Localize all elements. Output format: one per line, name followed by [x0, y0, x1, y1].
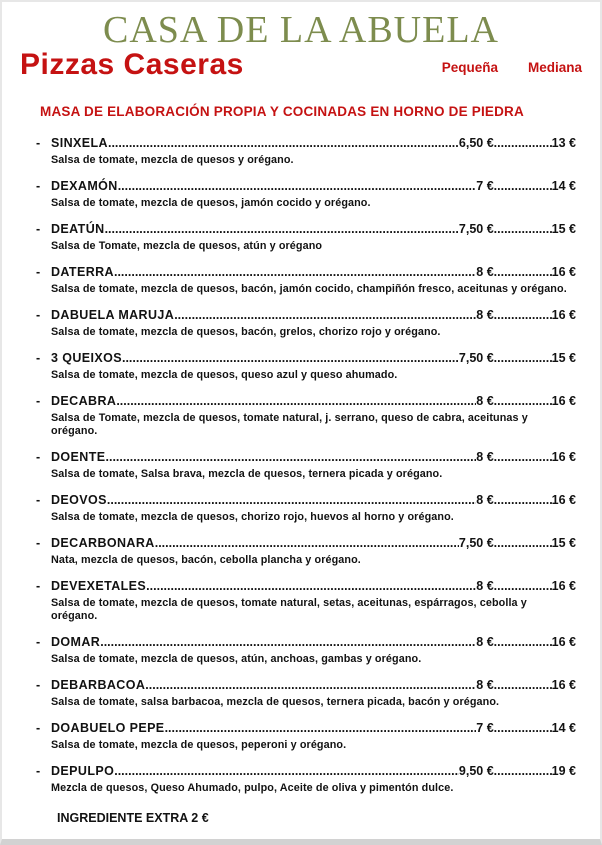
leader-dots [105, 222, 459, 237]
item-price-medium: 16 € [551, 677, 576, 692]
item-price-small: 9,50 € [458, 763, 494, 778]
item-name: DEVEXETALES [51, 578, 147, 593]
item-description: Salsa de tomate, salsa barbacoa, mezcla de quesos, ternera picada, bacón y orégano. [51, 695, 500, 708]
menu-item [36, 351, 576, 382]
size-label-small: Pequeña [441, 59, 498, 75]
menu-item [36, 635, 576, 666]
item-bullet: - [36, 634, 41, 649]
item-price-medium: 15 € [551, 221, 576, 236]
menu-item-line [36, 222, 576, 237]
item-price-medium: 16 € [551, 634, 576, 649]
item-price-medium: 15 € [551, 350, 576, 365]
menu-item-line [36, 179, 576, 194]
item-name: 3 QUEIXOS [51, 350, 122, 365]
section-heading: MASA DE ELABORACIÓN PROPIA Y COCINADAS EN HORNO DE PIEDRA [40, 103, 524, 119]
leader-dots [106, 450, 477, 465]
page-title: CASA DE LA ABUELA [103, 9, 499, 51]
menu-item-line [36, 136, 576, 151]
menu-item-line [36, 308, 576, 323]
item-description: Salsa de tomate, mezcla de quesos, atún, anchoas, gambas y orégano. [51, 652, 422, 665]
menu-item [36, 394, 576, 438]
leader-dots [165, 721, 477, 736]
item-bullet: - [36, 492, 41, 507]
menu-item [36, 222, 576, 253]
item-price-small: 7 € [476, 178, 494, 193]
menu-item [36, 136, 576, 167]
menu-item-line [36, 493, 576, 508]
item-price-small: 8 € [476, 492, 494, 507]
item-price-small: 8 € [476, 449, 494, 464]
item-price-medium: 14 € [551, 720, 576, 735]
subtitle-row [14, 47, 588, 81]
item-price-medium: 14 € [551, 178, 576, 193]
item-price-small: 8 € [476, 634, 494, 649]
menu-item [36, 450, 576, 481]
leader-dots [100, 635, 476, 650]
leader-dots [116, 394, 476, 409]
item-price-small: 8 € [476, 264, 494, 279]
menu-item [36, 764, 576, 795]
item-bullet: - [36, 449, 41, 464]
item-name: DEXAMÓN [51, 178, 118, 193]
middle-leader-dots [494, 579, 552, 594]
leader-dots [107, 493, 476, 508]
item-bullet: - [36, 393, 41, 408]
middle-leader-dots [494, 493, 552, 508]
item-bullet: - [36, 677, 41, 692]
item-description: Salsa de tomate, Salsa brava, mezcla de quesos, ternera picada y orégano. [51, 467, 443, 480]
item-name: DOENTE [51, 449, 106, 464]
middle-leader-dots [494, 222, 552, 237]
menu-item-line [36, 265, 576, 280]
leader-dots [174, 308, 476, 323]
item-price-small: 8 € [476, 307, 494, 322]
item-description: Salsa de tomate, mezcla de quesos, tomate natural, setas, aceitunas, espárragos, cebolla y orégano. [51, 596, 527, 622]
leader-dots [145, 678, 476, 693]
menu-item-line [36, 351, 576, 366]
menu-item-line [36, 579, 576, 594]
leader-dots [155, 536, 459, 551]
menu-item [36, 579, 576, 623]
middle-leader-dots [494, 536, 552, 551]
item-price-small: 8 € [476, 578, 494, 593]
item-bullet: - [36, 350, 41, 365]
middle-leader-dots [494, 136, 552, 151]
item-price-small: 8 € [476, 393, 494, 408]
item-price-small: 7 € [476, 720, 494, 735]
menu-item [36, 265, 576, 296]
item-price-small: 7,50 € [458, 535, 494, 550]
item-name: DECARBONARA [51, 535, 155, 550]
menu-item-line [36, 635, 576, 650]
item-price-small: 6,50 € [458, 135, 494, 150]
item-name: DECABRA [51, 393, 117, 408]
item-price-medium: 16 € [551, 578, 576, 593]
item-description: Salsa de tomate, mezcla de quesos, bacón, grelos, chorizo rojo y orégano. [51, 325, 441, 338]
item-price-medium: 16 € [551, 307, 576, 322]
item-name: DOABUELO PEPE [51, 720, 165, 735]
item-price-medium: 15 € [551, 535, 576, 550]
middle-leader-dots [494, 265, 552, 280]
item-name: DEOVOS [51, 492, 107, 507]
item-name: DABUELA MARUJA [51, 307, 175, 322]
size-label-medium: Mediana [527, 59, 582, 75]
leader-dots [118, 179, 477, 194]
middle-leader-dots [494, 764, 552, 779]
item-price-medium: 16 € [551, 492, 576, 507]
item-description: Nata, mezcla de quesos, bacón, cebolla plancha y orégano. [51, 553, 361, 566]
item-description: Salsa de Tomate, mezcla de quesos, atún y orégano [51, 239, 323, 252]
item-description: Salsa de tomate, mezcla de quesos, peperoni y orégano. [51, 738, 347, 751]
menu-item [36, 721, 576, 752]
leader-dots [114, 265, 476, 280]
middle-leader-dots [494, 678, 552, 693]
menu-item-line [36, 394, 576, 409]
item-price-small: 8 € [476, 677, 494, 692]
item-description: Salsa de tomate, mezcla de quesos, queso azul y queso ahumado. [51, 368, 398, 381]
item-description: Salsa de tomate, mezcla de quesos, bacón, jamón cocido, champiñón fresco, aceitunas y orégano. [51, 282, 567, 295]
menu-subtitle: Pizzas Caseras [20, 47, 244, 81]
leader-dots [114, 764, 459, 779]
item-bullet: - [36, 763, 41, 778]
item-price-small: 7,50 € [458, 350, 494, 365]
middle-leader-dots [494, 308, 552, 323]
item-price-medium: 16 € [551, 449, 576, 464]
item-price-medium: 16 € [551, 393, 576, 408]
item-name: DEPULPO [51, 763, 115, 778]
middle-leader-dots [494, 394, 552, 409]
menu-item [36, 179, 576, 210]
item-description: Salsa de Tomate, mezcla de quesos, tomate natural, j. serrano, queso de cabra, aceitunas y orégano. [51, 411, 528, 437]
item-bullet: - [36, 720, 41, 735]
item-description: Salsa de tomate, mezcla de quesos, chorizo rojo, huevos al horno y orégano. [51, 510, 454, 523]
menu-item-line [36, 764, 576, 779]
item-price-medium: 19 € [551, 763, 576, 778]
item-bullet: - [36, 307, 41, 322]
item-bullet: - [36, 221, 41, 236]
middle-leader-dots [494, 635, 552, 650]
menu-item-line [36, 536, 576, 551]
menu-item-line [36, 678, 576, 693]
menu-item-line [36, 721, 576, 736]
size-column-labels [442, 60, 582, 80]
item-bullet: - [36, 535, 41, 550]
middle-leader-dots [494, 721, 552, 736]
item-name: DATERRA [51, 264, 114, 279]
item-description: Salsa de tomate, mezcla de quesos, jamón cocido y orégano. [51, 196, 371, 209]
item-description: Mezcla de quesos, Queso Ahumado, pulpo, Aceite de oliva y pimentón dulce. [51, 781, 454, 794]
menu-item [36, 308, 576, 339]
menu-item [36, 536, 576, 567]
menu-item [36, 678, 576, 709]
middle-leader-dots [494, 179, 552, 194]
item-bullet: - [36, 578, 41, 593]
middle-leader-dots [494, 450, 552, 465]
middle-leader-dots [494, 351, 552, 366]
menu-item-line [36, 450, 576, 465]
item-bullet: - [36, 135, 41, 150]
item-name: DOMAR [51, 634, 101, 649]
item-price-medium: 13 € [551, 135, 576, 150]
leader-dots [146, 579, 476, 594]
item-name: DEATÚN [51, 221, 105, 236]
item-name: SINXELA [51, 135, 108, 150]
menu-item [36, 493, 576, 524]
item-price-medium: 16 € [551, 264, 576, 279]
item-bullet: - [36, 264, 41, 279]
leader-dots [122, 351, 459, 366]
item-bullet: - [36, 178, 41, 193]
item-description: Salsa de tomate, mezcla de quesos y orégano. [51, 153, 294, 166]
menu-list [36, 136, 588, 825]
leader-dots [108, 136, 459, 151]
item-price-small: 7,50 € [458, 221, 494, 236]
item-name: DEBARBACOA [51, 677, 146, 692]
footer-note: INGREDIENTE EXTRA 2 € [57, 810, 209, 825]
